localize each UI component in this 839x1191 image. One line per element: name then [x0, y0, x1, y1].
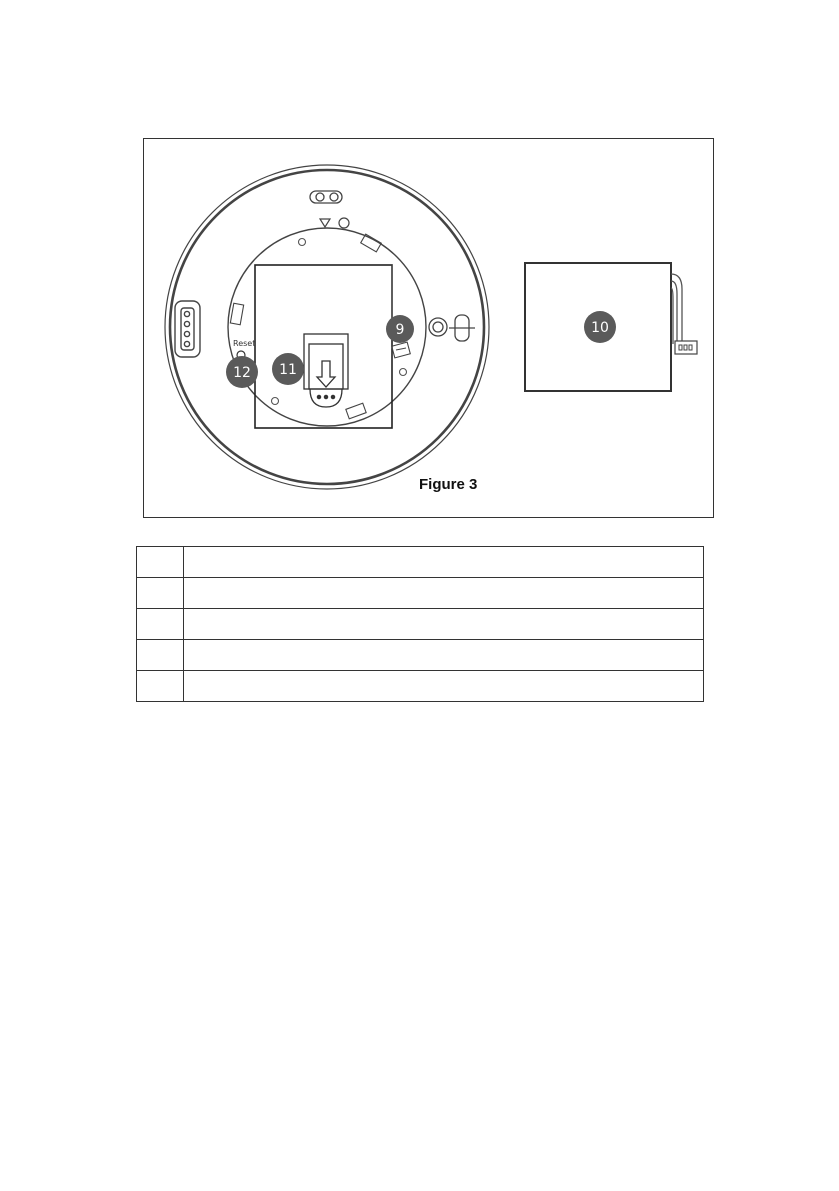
right-clip [449, 315, 475, 341]
reset-label: Reset [233, 339, 256, 348]
battery-compartment [255, 265, 392, 428]
legend-description-cell [184, 640, 704, 671]
figure-3-frame [143, 138, 714, 518]
alignment-dot-icon [339, 218, 349, 228]
legend-table [136, 546, 704, 702]
table-row [137, 578, 704, 609]
table-row [137, 640, 704, 671]
table-row [137, 609, 704, 640]
callout-9 [386, 315, 414, 343]
callout-9-label: 9 [395, 322, 405, 338]
legend-description-cell [184, 578, 704, 609]
battery-plug [675, 341, 697, 354]
legend-number-cell [137, 578, 184, 609]
legend-description-cell [184, 609, 704, 640]
legend-number-cell [137, 547, 184, 578]
right-screw-hole [429, 318, 447, 336]
alignment-arrow-icon [320, 219, 330, 227]
legend-number-cell [137, 671, 184, 702]
callout-10-label: 10 [591, 320, 609, 336]
callout-11-label: 11 [279, 362, 297, 378]
callout-12 [226, 356, 258, 388]
battery-socket [392, 342, 411, 358]
figure-caption: Figure 3 [419, 476, 478, 493]
device-illustration [144, 139, 715, 519]
legend-number-cell [137, 640, 184, 671]
legend-number-cell [137, 609, 184, 640]
callout-12-label: 12 [233, 365, 251, 381]
legend-description-cell [184, 547, 704, 578]
table-row [137, 547, 704, 578]
callout-11 [272, 353, 304, 385]
mounting-slot [310, 191, 342, 203]
legend-description-cell [184, 671, 704, 702]
down-arrow-icon [317, 361, 335, 387]
table-row [137, 671, 704, 702]
side-connector [175, 301, 200, 357]
callout-10 [584, 311, 616, 343]
device-back-plate [165, 165, 489, 489]
